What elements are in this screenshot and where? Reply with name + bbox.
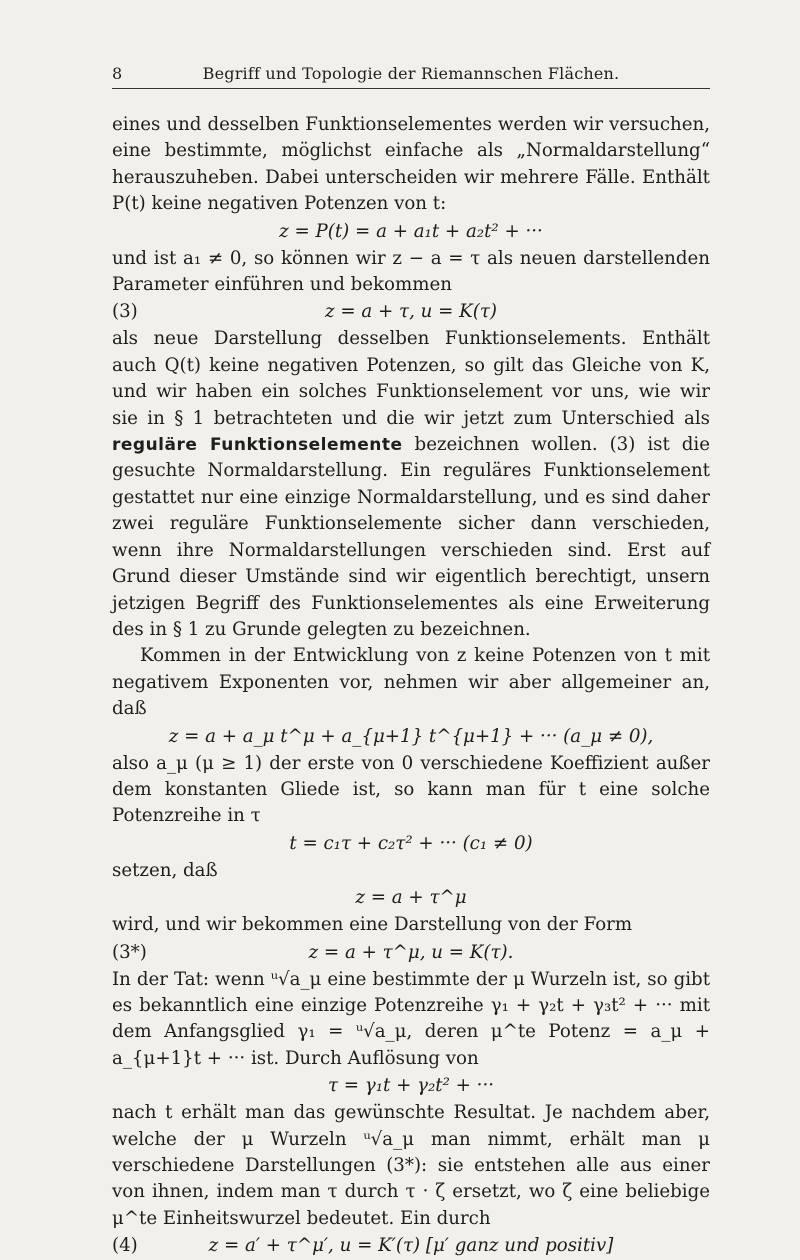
equation-number: (4) — [112, 1235, 138, 1257]
paragraph-4: Kommen in der Entwicklung von z keine Potenzen von t mit negativem Exponenten vor, nehmen wir aber allgemeiner an, daß — [112, 645, 710, 720]
paragraph-6: setzen, daß — [112, 859, 218, 881]
paragraph-3 — [112, 326, 710, 643]
equation-number: (3*) — [112, 941, 147, 963]
equation-body: z = a′ + τ^μ′, u = K′(τ) [μ′ ganz und positiv] — [208, 1235, 614, 1257]
paragraph-3-part-a: als neue Darstellung desselben Funktionselements. Enthält auch Q(t) keine negativen Potenzen, so gilt das Gleiche von K, und wir haben ein solches Funktionselement vor uns, wie wir sie in § 1 betrachteten und die wir jetzt zum Unterschied als — [112, 328, 710, 429]
equation-t-series: t = c₁τ + c₂τ² + ··· (c₁ ≠ 0) — [289, 832, 533, 854]
paragraph-2: und ist a₁ ≠ 0, so können wir z − a = τ als neuen darstellenden Parameter einführen und bekommen — [112, 247, 710, 296]
equation-body: z = a + τ, u = K(τ) — [324, 301, 497, 323]
page-number: 8 — [112, 64, 123, 83]
equation-tau-series: τ = γ₁t + γ₂t² + ··· — [327, 1075, 495, 1097]
paragraph-5: also a_μ (μ ≥ 1) der erste von 0 verschiedene Koeffizient außer dem konstanten Gliede ist, so kann man für t eine solche Potenzreihe in τ — [112, 752, 710, 827]
paragraph-3-part-b: bezeichnen wollen. (3) ist die gesuchte Normaldarstellung. Ein reguläres Funktionselement gestattet nur eine einzige Normaldarstellung, und es sind daher zwei reguläre Funktionselemente sicher dann verschieden, wenn ihre Normaldarstellungen verschieden sind. Erst auf Grund dieser Umstände sind wir eigentlich berechtigt, unsern jetzigen Begriff des Funktionselementes als eine Erweiterung des in § 1 zu Grunde gelegten zu bezeichnen. — [112, 434, 710, 640]
paragraph-1: eines und desselben Funktionselementes werden wir versuchen, eine bestimmte, möglichst einfache als „Normaldarstellung“ herauszuheben. Dabei unterscheiden wir mehrere Fälle. Enthält P(t) keine negativen Potenzen von t: — [112, 114, 710, 215]
paragraph-9: nach t erhält man das gewünschte Resultat. Je nachdem aber, welche der μ Wurzeln ᵘ√a_μ man nimmt, erhält man μ verschiedene Darstellungen (3*): sie entstehen alle aus einer von ihnen, indem man τ durch τ · ζ ersetzt, wo ζ eine beliebige μ^te Einheitswurzel bedeutet. Ein durch — [112, 1102, 710, 1229]
equation-4 — [112, 1232, 710, 1260]
equation-power-series: z = P(t) = a + a₁t + a₂t² + ··· — [279, 220, 543, 242]
body-text — [112, 112, 710, 1260]
equation-body: z = a + τ^μ, u = K(τ). — [308, 941, 514, 963]
equation-number: (3) — [112, 301, 138, 323]
paragraph-8: In der Tat: wenn ᵘ√a_μ eine bestimmte der μ Wurzeln ist, so gibt es bekanntlich eine einzige Potenzreihe γ₁ + γ₂t + γ₃t² + ··· mit dem Anfangsglied γ₁ = ᵘ√a_μ, deren μ^te Potenz = a_μ + a_{μ+1}t + ··· ist. Durch Auflösung von — [112, 968, 710, 1069]
equation-3 — [112, 298, 710, 326]
equation-3-star — [112, 939, 710, 967]
running-header — [112, 58, 710, 89]
term-regular-elements: reguläre Funktionselemente — [112, 435, 403, 456]
equation-general-series: z = a + a_μ t^μ + a_{μ+1} t^{μ+1} + ··· (a_μ ≠ 0), — [168, 725, 654, 747]
paragraph-7: wird, und wir bekommen eine Darstellung von der Form — [112, 914, 633, 936]
running-title: Begriff und Topologie der Riemannschen Flächen. — [202, 64, 620, 83]
equation-z-tau: z = a + τ^μ — [355, 887, 467, 909]
